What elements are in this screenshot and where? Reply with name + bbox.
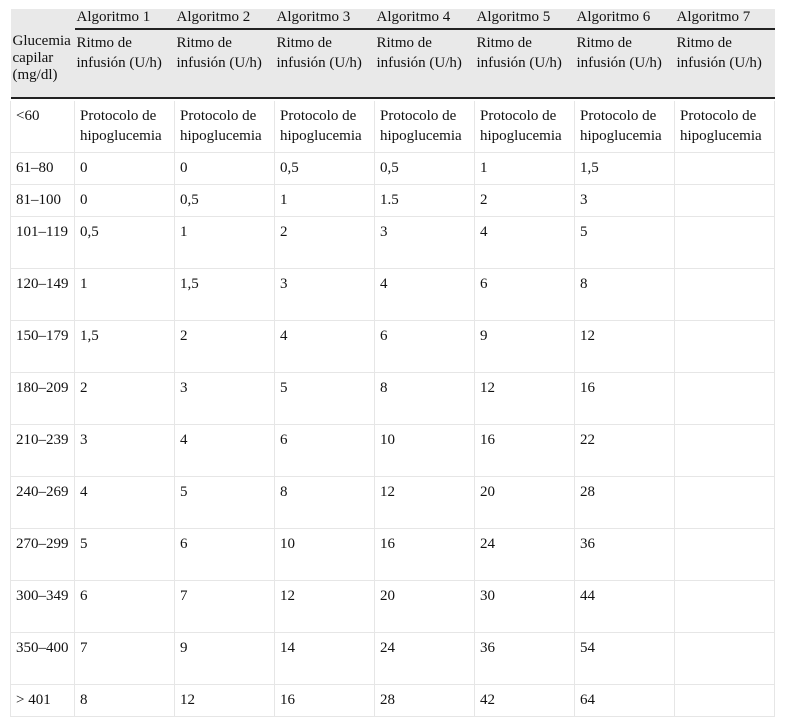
header-algorithm-5: Algoritmo 5 [475,9,575,29]
header-algorithm-2: Algoritmo 2 [175,9,275,29]
infusion-rate-cell: 3 [75,425,175,477]
header-infusion-rate: Ritmo de infusión (U/h) [75,29,175,98]
infusion-rate-cell: 6 [175,529,275,581]
table-row [11,321,775,373]
infusion-rate-cell: 5 [575,217,675,269]
infusion-rate-cell: 4 [175,425,275,477]
header-algorithm-1: Algoritmo 1 [75,9,175,29]
infusion-rate-cell: Protocolo de hipoglucemia [375,101,475,153]
infusion-rate-cell [675,185,775,217]
header-algorithm-7: Algoritmo 7 [675,9,775,29]
infusion-rate-cell: 3 [175,373,275,425]
infusion-rate-cell: 28 [575,477,675,529]
header-algorithm-3: Algoritmo 3 [275,9,375,29]
infusion-rate-cell: 1,5 [575,153,675,185]
infusion-rate-cell: 2 [275,217,375,269]
infusion-rate-cell: 5 [275,373,375,425]
infusion-rate-cell: 64 [575,685,675,717]
infusion-rate-cell [675,529,775,581]
infusion-rate-cell: 5 [175,477,275,529]
header-infusion-rate: Ritmo de infusión (U/h) [675,29,775,98]
glucose-range-cell: 180–209 [11,373,75,425]
infusion-rate-cell: 1 [475,153,575,185]
infusion-rate-cell: Protocolo de hipoglucemia [75,101,175,153]
infusion-rate-cell: 9 [475,321,575,373]
table-header [11,9,775,98]
header-infusion-rate: Ritmo de infusión (U/h) [575,29,675,98]
table-container [10,9,775,717]
infusion-rate-cell: 2 [475,185,575,217]
glucose-range-cell: 300–349 [11,581,75,633]
glucose-range-cell: 81–100 [11,185,75,217]
header-algorithm-6: Algoritmo 6 [575,9,675,29]
infusion-rate-cell: 30 [475,581,575,633]
infusion-rate-cell: 5 [75,529,175,581]
infusion-rate-cell: 4 [375,269,475,321]
infusion-rate-cell: Protocolo de hipoglucemia [275,101,375,153]
infusion-rate-cell: 22 [575,425,675,477]
infusion-rate-cell: 2 [75,373,175,425]
header-glucose-label: Glucemia capilar (mg/dl) [11,9,75,98]
infusion-rate-cell: 2 [175,321,275,373]
infusion-rate-cell: 10 [375,425,475,477]
table-row [11,153,775,185]
header-infusion-rate: Ritmo de infusión (U/h) [375,29,475,98]
table-row [11,529,775,581]
glucose-range-cell: <60 [11,101,75,153]
infusion-rate-cell [675,373,775,425]
table-row [11,477,775,529]
glucose-range-cell: > 401 [11,685,75,717]
infusion-rate-cell: 44 [575,581,675,633]
infusion-rate-cell: 0,5 [75,217,175,269]
glucose-range-cell: 350–400 [11,633,75,685]
infusion-rate-cell: 3 [575,185,675,217]
infusion-rate-cell: 36 [575,529,675,581]
infusion-rate-cell [675,477,775,529]
infusion-rate-cell: 16 [375,529,475,581]
table-row [11,425,775,477]
header-row-algorithms [11,9,775,29]
infusion-rate-cell: 0,5 [175,185,275,217]
infusion-rate-cell: 16 [575,373,675,425]
infusion-rate-cell: 24 [375,633,475,685]
glucose-range-cell: 240–269 [11,477,75,529]
infusion-rate-cell: 6 [75,581,175,633]
infusion-rate-cell [675,269,775,321]
infusion-rate-cell: 42 [475,685,575,717]
infusion-rate-cell: 6 [275,425,375,477]
infusion-rate-cell: 3 [275,269,375,321]
insulin-infusion-table [10,9,775,717]
glucose-range-cell: 101–119 [11,217,75,269]
table-row [11,185,775,217]
infusion-rate-cell: 36 [475,633,575,685]
infusion-rate-cell: 7 [75,633,175,685]
infusion-rate-cell: 0 [75,185,175,217]
infusion-rate-cell: 0,5 [275,153,375,185]
infusion-rate-cell: 8 [375,373,475,425]
table-row [11,581,775,633]
table-row [11,101,775,153]
infusion-rate-cell: 12 [475,373,575,425]
infusion-rate-cell: 1 [175,217,275,269]
header-row-units [11,29,775,98]
infusion-rate-cell: 12 [375,477,475,529]
table-row [11,685,775,717]
infusion-rate-cell: Protocolo de hipoglucemia [675,101,775,153]
table-row [11,633,775,685]
infusion-rate-cell: 8 [575,269,675,321]
infusion-rate-cell [675,217,775,269]
infusion-rate-cell: 20 [475,477,575,529]
infusion-rate-cell: 0 [75,153,175,185]
infusion-rate-cell: 12 [275,581,375,633]
infusion-rate-cell: 16 [475,425,575,477]
infusion-rate-cell [675,581,775,633]
glucose-range-cell: 270–299 [11,529,75,581]
infusion-rate-cell: 28 [375,685,475,717]
infusion-rate-cell: 6 [475,269,575,321]
header-infusion-rate: Ritmo de infusión (U/h) [275,29,375,98]
infusion-rate-cell: 10 [275,529,375,581]
infusion-rate-cell [675,153,775,185]
infusion-rate-cell: 1 [275,185,375,217]
infusion-rate-cell: 0,5 [375,153,475,185]
infusion-rate-cell [675,321,775,373]
infusion-rate-cell: 14 [275,633,375,685]
infusion-rate-cell: 24 [475,529,575,581]
infusion-rate-cell: 7 [175,581,275,633]
infusion-rate-cell [675,685,775,717]
glucose-range-cell: 120–149 [11,269,75,321]
infusion-rate-cell: 8 [275,477,375,529]
glucose-range-cell: 150–179 [11,321,75,373]
infusion-rate-cell: 1,5 [75,321,175,373]
table-row [11,217,775,269]
infusion-rate-cell: 1,5 [175,269,275,321]
infusion-rate-cell: Protocolo de hipoglucemia [575,101,675,153]
infusion-rate-cell [675,633,775,685]
infusion-rate-cell: 4 [275,321,375,373]
infusion-rate-cell: 54 [575,633,675,685]
infusion-rate-cell: 20 [375,581,475,633]
header-infusion-rate: Ritmo de infusión (U/h) [475,29,575,98]
infusion-rate-cell: 12 [175,685,275,717]
infusion-rate-cell: 6 [375,321,475,373]
infusion-rate-cell: 8 [75,685,175,717]
glucose-range-cell: 210–239 [11,425,75,477]
infusion-rate-cell: 16 [275,685,375,717]
infusion-rate-cell: Protocolo de hipoglucemia [475,101,575,153]
glucose-range-cell: 61–80 [11,153,75,185]
infusion-rate-cell: 9 [175,633,275,685]
header-infusion-rate: Ritmo de infusión (U/h) [175,29,275,98]
table-row [11,373,775,425]
infusion-rate-cell: 3 [375,217,475,269]
infusion-rate-cell: 1 [75,269,175,321]
table-row [11,269,775,321]
infusion-rate-cell: 1.5 [375,185,475,217]
infusion-rate-cell: Protocolo de hipoglucemia [175,101,275,153]
infusion-rate-cell: 12 [575,321,675,373]
infusion-rate-cell [675,425,775,477]
infusion-rate-cell: 4 [475,217,575,269]
table-body [11,98,775,717]
infusion-rate-cell: 0 [175,153,275,185]
header-algorithm-4: Algoritmo 4 [375,9,475,29]
infusion-rate-cell: 4 [75,477,175,529]
